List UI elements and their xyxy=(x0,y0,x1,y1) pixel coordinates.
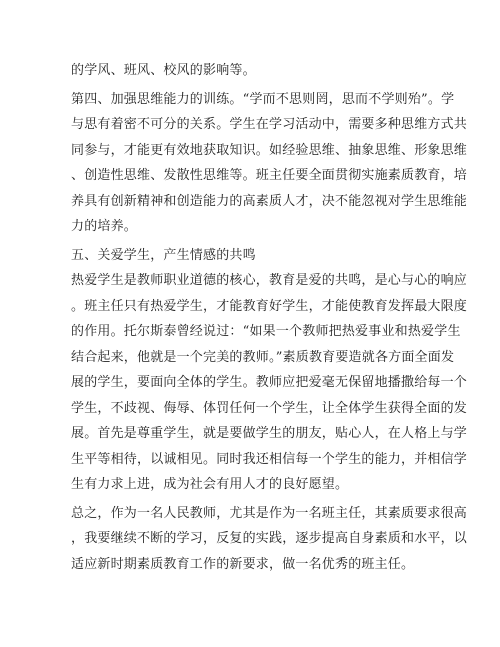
text-line: 。班主任只有热爱学生，才能教育好学生，才能使教育发挥最大限度 xyxy=(71,298,468,314)
text-line: 生平等相待，以诚相见。同时我还相信每一个学生的能力，并相信学 xyxy=(71,451,468,467)
text-line: 的学风、班风、校风的影响等。 xyxy=(71,63,256,78)
text-line: 生有力求上进，成为社会有用人才的良好愿望。 xyxy=(71,477,349,492)
text-line: 与思有着密不可分的关系。学生在学习活动中，需要多种思维方式共 xyxy=(71,117,468,132)
text-line: 展的学生，要面向全体的学生。教师应把爱毫无保留地播撒给每一个 xyxy=(71,375,468,390)
text-line: 结合起来，他就是一个完美的教师。”素质教育要造就各方面全面发 xyxy=(71,349,455,365)
text-line: 总之，作为一名人民教师，尤其是作为一名班主任，其素质要求很高 xyxy=(71,505,468,521)
text-line: 适应新时期素质教育工作的新要求，做一名优秀的班主任。 xyxy=(71,556,415,572)
text-line: 同参与，才能更有效地获取知识。如经验思维、抽象思维、形象思维 xyxy=(71,142,468,158)
text-line: 学生，不歧视、侮辱、体罚任何一个学生，让全体学生获得全面的发 xyxy=(71,400,468,416)
text-line: 力的培养。 xyxy=(71,219,138,234)
text-line: 第四、加强思维能力的训练。“学而不思则罔，思而不学则殆”。学 xyxy=(71,91,455,107)
text-line: 、创造性思维、发散性思维等。班主任要全面贯彻实施素质教育，培 xyxy=(71,168,468,183)
document-body xyxy=(71,58,468,577)
section-heading: 五、关爱学生，产生情感的共鸣 xyxy=(71,247,256,263)
text-line: 展。首先是尊重学生，就是要做学生的朋友，贴心人，在人格上与学 xyxy=(71,426,468,441)
text-line: 的作用。托尔斯泰曾经说过：“如果一个教师把热爱事业和热爱学生 xyxy=(71,324,461,339)
text-line: 热爱学生是教师职业道德的核心，教育是爱的共鸣，是心与心的响应 xyxy=(71,273,468,288)
text-line: ，我要继续不断的学习，反复的实践，逐步提高自身素质和水平，以 xyxy=(71,531,468,546)
text-line: 养具有创新精神和创造能力的高素质人才，决不能忽视对学生思维能 xyxy=(71,193,468,209)
